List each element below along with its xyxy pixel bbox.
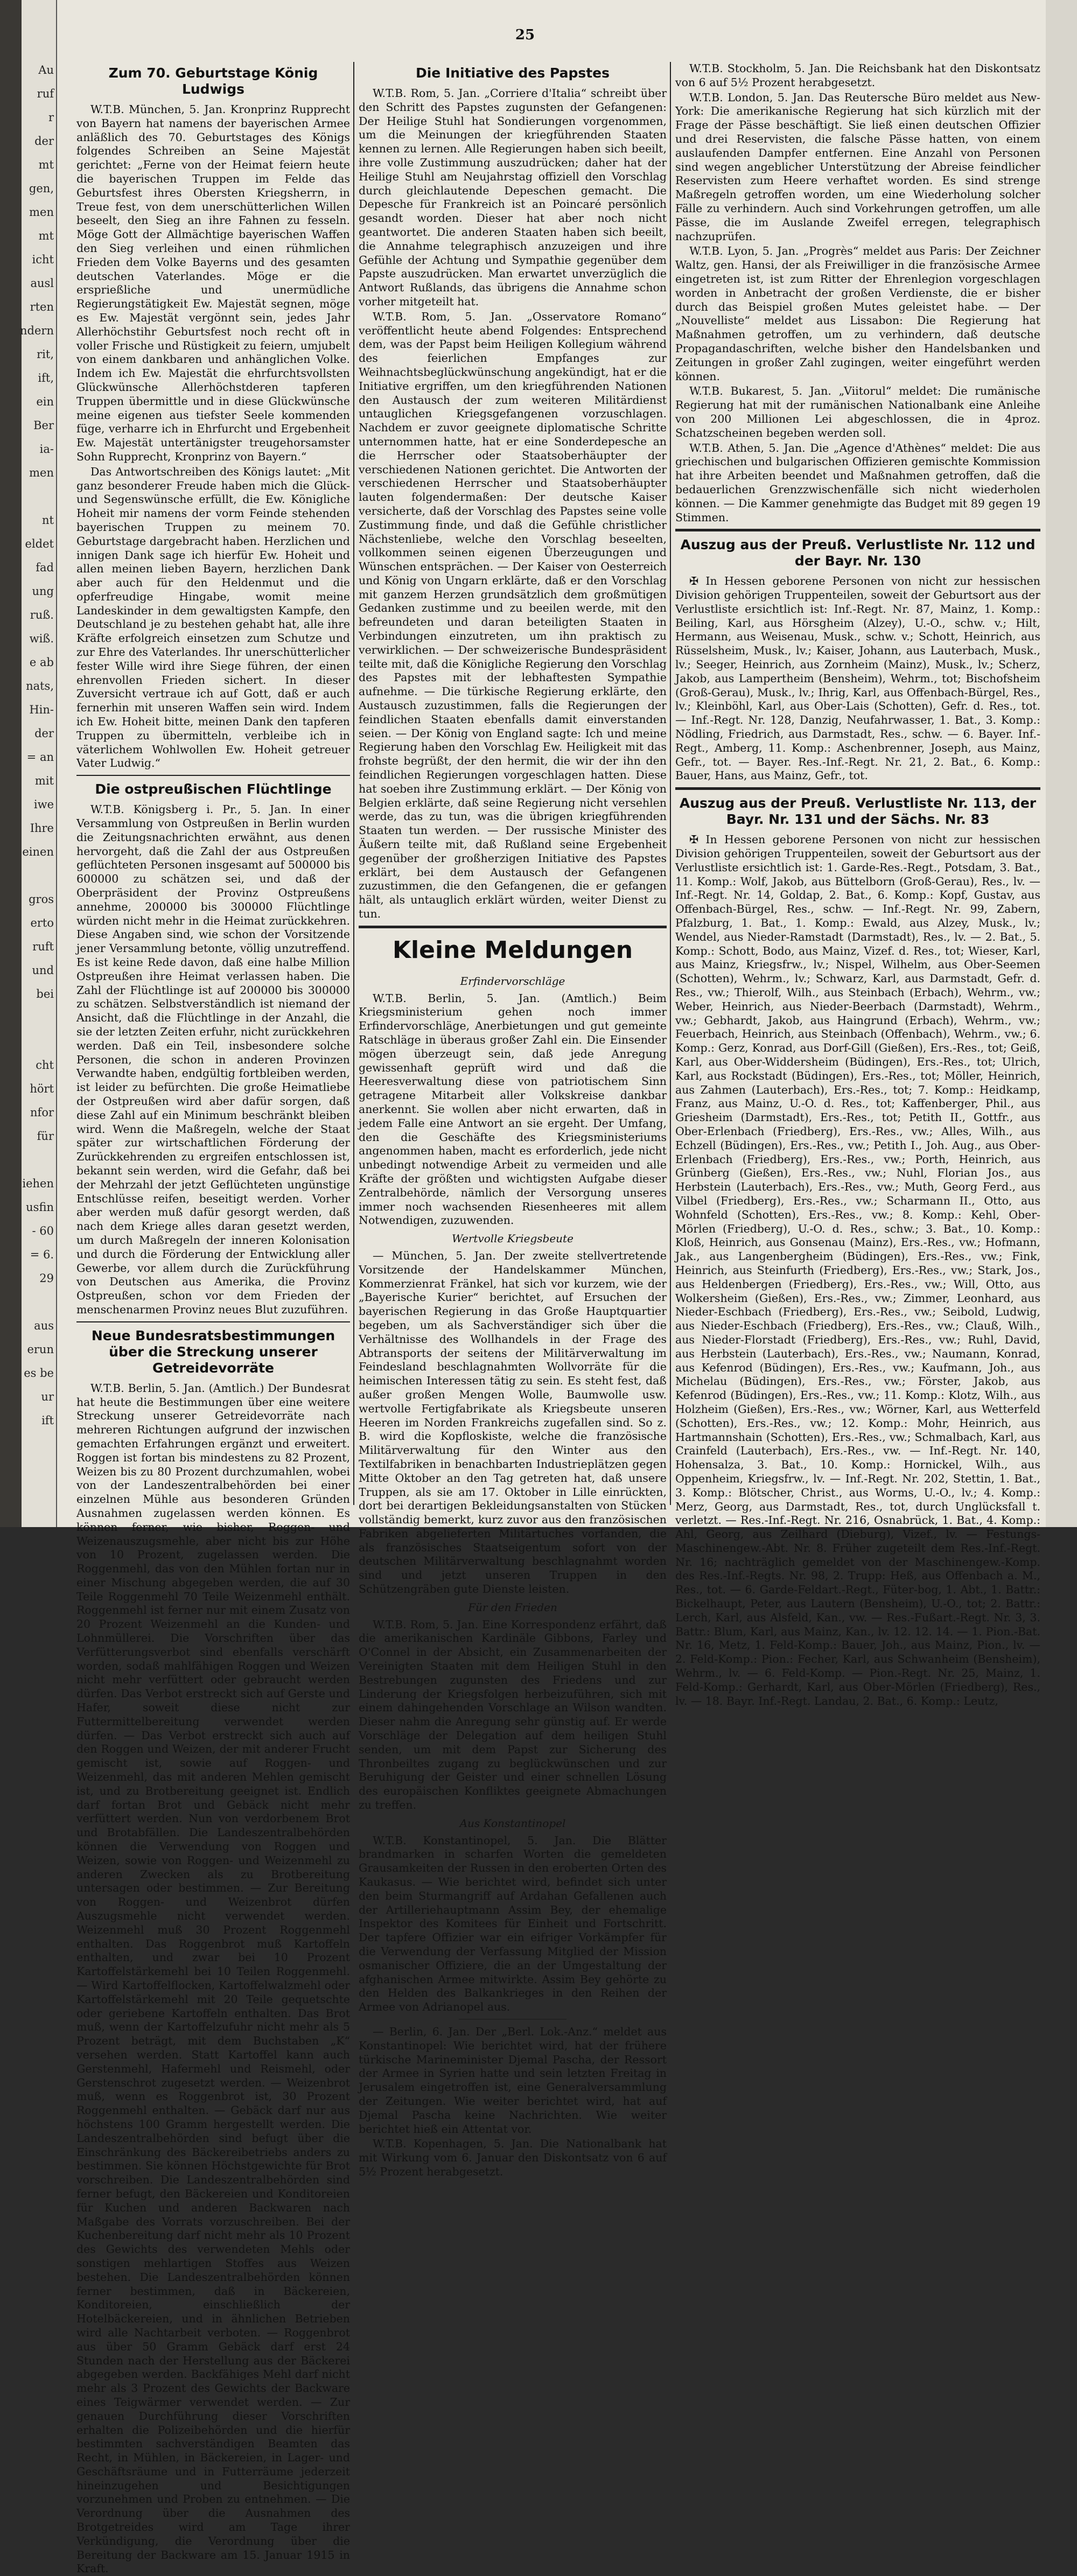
paragraph: W.T.B. Berlin, 5. Jan. (Amtlich.) Der Bundesrat hat heute die Bestimmungen über eine weitere Streckung unserer Getreidevorräte nach mehreren Richtungen aufgrund der inzwischen gemachten Erfahrungen ergänzt und erweitert. Roggen ist fortan bis mindestens zu 82 Prozent, Weizen bis zu 80 Prozent durchzumahlen, wobei von der Landeszentralbehörden bei einer einzelnen Mühle aus besonderen Gründen Ausnahmen zugelassen werden können. Es können ferner, wie bisher, Roggen- und Weizenauszugsmehle, aber nicht bis zur Höhe von 10 Prozent, zugelassen werden. Die Roggenmehl, das von den Mühlen fortan nur in einer Mischung abgegeben werden, die auf 30 Teile Roggenmehl 70 Teile Weizenmehl enthält. Roggenmehl ist ferner nur mit einem Zusatz von 20 Prozent Weizenmehl an die Kunden- und Lohnmüllerei. Die Vorschriften über das Verfütterungsverbot sind ebenfalls verschärft worden, sodaß mahlfähigen Roggen und Weizen nicht mehr verfüttert oder gebraucht werden dürfen. Das Verbot erstreckt sich auf Gerste und Hafer, soweit diese nicht zur Futtermittelbereitung verwendet werden dürfen. — Das Verbot erstreckt sich auch auf den Roggen und Weizen, der mit anderer Frucht gemischt ist, sowie auf Roggen- und Weizenmehl, das mit anderen Mehlen gemischt ist, und zu Brotbereitung geeignet ist. Endlich darf fortan Brot und Gebäck nicht mehr verfüttert werden. Nun von verdorbenem Brot und Brotabfällen. Die Landeszentralbehörden können die Verwendung von Roggen und Weizen, sowie von Roggen- und Weizenmehl zu anderen Zwecken als zu Brotbereitung untersagen oder bestimmen. — Zur Bereitung von Roggen- und Weizenbrot dürfen Auszugsmehle nicht verwendet werden. Weizenmehl muß 30 Prozent Roggenmehl enthalten. Das Roggenbrot muß Kartoffeln enthalten, und zwar bei 10 Prozent Kartoffelstärkemehl bei 10 Teilen Roggenmehl. — Wird Kartoffelflocken, Kartoffelwalzmehl oder Kartoffelstärkemehl mit 20 Teile gequetschte oder geriebene Kartoffeln enthalten. Das Brot muß, wenn der Kartoffelzufuhr nicht mehr als 5 Prozent beträgt, mit dem Buchstaben „K“ versehen werden. Statt Kartoffel kann auch Gerstenmehl, Hafermehl und Reismehl, oder Gerstenschrot zugesetzt werden. — Weizenbrot muß, wenn es Roggenbrot ist, 30 Prozent Roggenmehl enthalten. — Gebäck darf nur aus höchstens 100 Gramm hergestellt werden. Die Landeszentralbehörden sind befugt über die Einschränkung des Bäckereibetriebs anders zu bestimmen. Sie können Höchstgewichte für Brot vorschreiben. Die Landeszentralbehörden sind ferner befugt, den Bäckereien und Konditoreien für Kuchen und anderen Backwaren nach Maßgabe des Vorrats vorzuschreiben. Bei der Kuchenbereitung darf nicht mehr als 10 Prozent des Gewichts des verwendeten Mehls oder sonstigen mehlartigen Stoffes aus Weizen bestehen. Die Landeszentralbehörden können ferner bestimmen, daß in Bäckereien, Konditoreien, einschließlich der Hotelbäckereien, und in ähnlichen Betrieben wird alle Nachtarbeit verboten. — Roggenbrot aus über 50 Gramm Gebäck darf erst 24 Stunden nach der Herstellung aus der Bäckerei abgegeben werden. Backfähiges Mehl darf nicht mehr als 3 Prozent des Gewichts der Backware eines Teigwärmer verwendet werden. — Zur genauen Durchführung dieser Vorschriften erhalten die Polizeibehörden und die hierfür bestimmten sachverständigen Beamten das Recht, in Mühlen, in Bäckereien, in Lager- und Geschäftsräume und in Futterräume jederzeit hineinzugehen und Besichtigungen vorzunehmen und Proben zu entnehmen. — Die Verordnung über die Ausnahmen des Brotgetreides wird am Tage ihrer Verkündigung, die Verordnung über die Bereitung der Backware am 15. Januar 1915 in Kraft. xyxy=(76,1381,350,2575)
article-getreidevorraete xyxy=(76,1382,350,2576)
previous-page-fragment: aus xyxy=(34,1319,54,1332)
previous-page-fragment: nt xyxy=(42,514,54,527)
paragraph: ✠ In Hessen geborene Personen von nicht zur hessischen Division gehörigen Truppenteilen, soweit der Geburtsort aus der Verlustliste ersichtlich ist: 1. Garde-Res.-Regt., Potsdam, 3. Bat., 11. Komp.: Wolf, Jakob, aus Büttelborn (Groß-Gerau), Res., lv. — Inf.-Regt. Nr. 14, Goldap, 2. Bat., 6. Komp.: Kopf, Gustav, aus Offenbach-Bürgel, Res., schw. — Inf.-Regt. Nr. 99, Zabern, Pfalzburg, 1. Bat., 1. Komp.: Ewald, aus Alzey, Musk., lv.; Wendel, aus Nieder-Ramstadt (Darmstadt), Res., lv. — 2. Bat., 5. Komp.: Schott, Bodo, aus Mainz, Vizef. d. Res., tot; Wieser, Karl, aus Mainz, Kriegsfrw., lv.; Nispel, Wilhelm, aus Ober-Seemen (Schotten), Wehrm., lv.; Schwarz, Karl, aus Darmstadt, Gefr. d. Res., vw.; Thierolf, Wilh., aus Steinbach (Erbach), Wehrm., vw.; Weber, Heinrich, aus Nieder-Beerbach (Darmstadt), Wehrm., vw.; Gebhardt, Jakob, aus Haingrund (Erbach), Wehrm., vw.; Feuerbach, Heinrich, aus Steinbach (Offenbach), Wehrm., vw.; 6. Komp.: Gerz, Konrad, aus Dorf-Gill (Gießen), Ers.-Res., tot; Geiß, Karl, aus Ober-Widdersheim (Büdingen), Ers.-Res., tot; Ulrich, Karl, aus Rockstadt (Büdingen), Ers.-Res., tot; Möller, Heinrich, aus Zahmen (Lauterbach), Ers.-Res., tot; 7. Komp.: Heidkamp, Franz, aus Mainz, U.-O. d. Res., tot; Kaffenberger, Phil., aus Griesheim (Darmstadt), Ers.-Res., tot; Petith II., Gottfr., aus Ober-Erlenbach (Friedberg), Ers.-Res., vw.; Alles, Wilh., aus Echzell (Büdingen), Ers.-Res., vw.; Petith I., Joh. Aug., aus Ober-Erlenbach (Friedberg), Ers.-Res., vw.; Porth, Heinrich, aus Grünberg (Gießen), Ers.-Res., vw.; Nuhl, Florian Jos., aus Herbstein (Lauterbach), Ers.-Res., vw.; Muth, Georg Ferd., aus Vilbel (Friedberg), Ers.-Res., vw.; Scharmann II., Otto, aus Wohnfeld (Schotten), Ers.-Res., vw.; 8. Komp.: Kehl, Ober-Mörlen (Friedberg), U.-O. d. Res., schw.; 3. Bat., 10. Komp.: Kloß, Heinrich, aus Gonsenau (Mainz), Ers.-Res., vw.; Hofmann, Jak., aus Langenbergheim (Büdingen), Ers.-Res., vw.; Fink, Heinrich, aus Steinfurth (Friedberg), Ers.-Res., vw.; Stark, Jos., aus Heldenbergen (Friedberg), Ers.-Res., vw.; Will, Otto, aus Wolkersheim (Gießen), Ers.-Res., vw.; Zimmer, Leonhard, aus Nieder-Eschbach (Friedberg), Ers.-Res., vw.; Seibold, Ludwig, aus Nieder-Eschbach (Friedberg), Ers.-Res., vw.; Clauß, Wilh., aus Nieder-Florstadt (Friedberg), Ers.-Res., vw.; Ruhl, David, aus Herbstein (Lauterbach), Ers.-Res., vw.; Naumann, Konrad, aus Kefenrod (Büdingen), Ers.-Res., vw.; Kaufmann, Joh., aus Michelau (Büdingen), Ers.-Res., vw.; Förster, Jakob, aus Kefenrod (Büdingen), Ers.-Res., vw.; 11. Komp.: Klotz, Wilh., aus Holzheim (Gießen), Ers.-Res., vw.; Wörner, Karl, aus Wetterfeld (Schotten), Ers.-Res., vw.; 12. Komp.: Mohr, Heinrich, aus Hartmannshain (Schotten), Ers.-Res., vw.; Schmalbach, Karl, aus Crainfeld (Lauterbach), Ers.-Res., vw. — Inf.-Regt. Nr. 140, Hohensalza, 3. Bat., 10. Komp.: Hornickel, Wilh., aus Oppenheim, Kriegsfrw., lv. — Inf.-Regt. Nr. 202, Stettin, 1. Bat., 3. Komp.: Blötscher, Christ., aus Worms, U.-O., lv.; 4. Komp.: Merz, Georg, aus Darmstadt, Res., tot, durch Unglücksfall t. verletzt. — Res.-Inf.-Regt. Nr. 216, Osnabrück, 1. Bat., 4. Komp.: Ahl, Georg, aus Zeilhard (Dieburg), Vizef., lv. — Festungs-Maschinengew.-Abt. Nr. 8. Früher zugeteilt dem Res.-Inf.-Regt. Nr. 16; nachträglich gemeldet von der Maschinengew.-Komp. des Res.-Inf.-Regts. Nr. 98, 2. Trupp: Heß, aus Offenbach a. M., Res., tot. — 6. Garde-Feldart.-Regt., Füter-bog, 1. Abt., 1. Battr.: Bickelhaupt, Peter, aus Lautern (Bensheim), U.-O., tot; 2. Battr.: Lerch, Karl, aus Alsfeld, Kan., vw. — Res.-Fußart.-Regt. Nr. 3, 3. Battr.: Blum, Karl, aus Mainz, Kan., lv. 12. 12. 14. — 1. Pion.-Bat. Nr. 16, Metz, 1. Feld-Komp.: Bauer, Joh., aus Mainz, Pion., lv. — 2. Feld-Komp.: Pion.: Fecher, Karl, aus Schwanheim (Bensheim), Wehrm., lv. — 6. Feld-Komp. — Pion.-Regt. Nr. 25, Mainz, 1. Feld-Komp.: Gerhardt, Karl, aus Ober-Mörlen (Friedberg), Res., lv. — 18. Bayr. Inf.-Regt. Landau, 2. Bat., 6. Komp.: Leutz, xyxy=(675,833,1040,1707)
previous-page-fragment: bei xyxy=(36,988,54,1000)
headline-verlustliste-113: Auszug aus der Preuß. Verlustliste Nr. 113, der Bayr. Nr. 131 und der Sächs. Nr. 83 xyxy=(679,795,1037,828)
headline-initiative-papst: Die Initiative des Papstes xyxy=(415,65,610,81)
column-rule-2 xyxy=(670,62,671,1505)
previous-page-fragment: hört xyxy=(30,1082,54,1095)
previous-page-fragment: usfin xyxy=(26,1201,54,1214)
previous-page-fragment: und xyxy=(32,964,54,977)
previous-page-fragment: Au xyxy=(38,64,54,76)
section-divider xyxy=(359,926,667,928)
previous-page-fragment: ruß. xyxy=(30,608,54,621)
previous-page-fragment: men xyxy=(29,466,54,479)
article-divider xyxy=(76,1321,350,1322)
previous-page-fragment: r xyxy=(48,111,54,124)
headline-fluechtlinge: Die ostpreußischen Flüchtlinge xyxy=(95,781,332,797)
short-divider xyxy=(459,2019,567,2020)
previous-page-fragment: icht xyxy=(32,253,54,266)
previous-page-fragment: fad xyxy=(36,561,54,574)
previous-page-fragment: der xyxy=(34,727,54,740)
previous-page-fragment: ur xyxy=(41,1390,54,1403)
headline-koenig-ludwig: Zum 70. Geburtstage König Ludwigs xyxy=(108,65,318,97)
previous-page-fragment: men xyxy=(29,206,54,219)
article-initiative-papst xyxy=(359,87,667,921)
subhead-kriegsbeute: Wertvolle Kriegsbeute xyxy=(452,1232,574,1245)
column-3 xyxy=(675,62,1040,1707)
paragraph: W.T.B. Lyon, 5. Jan. „Progrès“ meldet aus Paris: Der Zeichner Waltz, gen. Hansi, der als Freiwilliger in die französische Armee eingetreten ist, ist zum Ritter der Ehrenlegion vorgeschlagen worden in Anbetracht der großen Verdienste, die er bisher durch das Beispiel großen Mutes geleistet habe. — Der „Nouvelliste“ meldet aus Lissabon: Die Regierung hat Maßnahmen getroffen, um zu verhindern, daß deutsche Propagandaschriften, welche bisher den Handelsbanken und Zeitungen in großer Zahl zugingen, weiter eingeführt werden können. xyxy=(675,244,1040,383)
previous-page-fragment: ift xyxy=(41,1414,54,1427)
page-number: 25 xyxy=(515,27,535,43)
previous-page-fragment: ia- xyxy=(39,443,54,456)
previous-page-fragment: = 6. xyxy=(30,1248,54,1261)
previous-page-fragment: = an xyxy=(26,751,54,764)
previous-page-fragment: - 60 xyxy=(32,1224,54,1237)
previous-page-fragment: ruft xyxy=(32,940,54,953)
column-1 xyxy=(76,62,350,2575)
previous-page-fragment: eldet xyxy=(25,537,54,550)
previous-page-fragment: mt xyxy=(38,158,54,171)
previous-page-fragment: ung xyxy=(32,585,54,598)
previous-page-fragment: nats, xyxy=(26,680,54,692)
previous-page-fragment: 29 xyxy=(39,1272,54,1285)
paragraph: W.T.B. London, 5. Jan. Das Reutersche Büro meldet aus New-York: Die amerikanische Regierung hat sich kürzlich mit der Frage der Pässe beschäftigt. Sie ließ einen deutschen Offizier und drei Reservisten, die falsche Pässe hatten, von einem auslaufenden Dampfer entfernen. Eine Anzahl von Personen sind wegen angeblicher Unterstützung der Abreise feindlicher Reservisten zum Heere verhaftet worden. Es sind strenge Maßregeln getroffen worden, um eine Wiederholung solcher Fälle zu verhindern. Auch sind Vorkehrungen getroffen, um alle Pässe, die im Auslande Zweifel erregen, telegraphisch nachzuprüfen. xyxy=(675,90,1040,243)
paragraph: ✠ In Hessen geborene Personen von nicht zur hessischen Division gehörigen Truppenteilen, soweit der Geburtsort aus der Verlustliste ersichtlich ist: Inf.-Regt. Nr. 87, Mainz, 1. Komp.: Beiling, Karl, aus Hörsgheim (Alzey), U.-O., schw. v.; Hilt, Hermann, aus Weisenau, Musk., schw. v.; Schott, Heinrich, aus Rüsselsheim, Musk., lv.; Kaiser, Johann, aus Lauterbach, Musk., lv.; Seeger, Heinrich, aus Zornheim (Mainz), Musk., lv.; Scherz, Jakob, aus Lampertheim (Bensheim), Wehrm., tot; Bischofsheim (Groß-Gerau), Musk., lv.; Ihrig, Karl, aus Offenbach-Bürgel, Res., lv.; Kleinböhl, Karl, aus Ober-Lais (Schotten), Gefr. d. Res., tot. — Inf.-Regt. Nr. 128, Danzig, Neufahrwasser, 1. Bat., 3. Komp.: Nödling, Friedrich, aus Darmstadt, Res., schw. — 6. Bayer. Inf.-Regt., Amberg, 11. Komp.: Aschenbrenner, Joseph, aus Mainz, Gefr., tot. — Bayer. Res.-Inf.-Regt. Nr. 21, 2. Bat., 6. Komp.: Bauer, Hans, aus Mainz, Gefr., tot. xyxy=(675,575,1040,782)
previous-page-fragment: nfor xyxy=(30,1106,54,1119)
previous-page-fragment: iehen xyxy=(22,1177,54,1190)
headline-kleine-meldungen: Kleine Meldungen xyxy=(392,936,633,964)
paragraph: W.T.B. München, 5. Jan. Kronprinz Rupprecht von Bayern hat namens der bayerischen Armee anläßlich des 70. Geburtstages des Königs folgendes Schreiben an Seine Majestät gerichtet: „Ferne von der Heimat feiern heute die bayerischen Truppen im Felde das Geburtsfest ihres Obersten Kriegsherrn, in Treue fest, von dem unerschütterlichen Willen beseelt, den Sieg an ihre Fahnen zu fesseln. Möge Gott der Allmächtige bayerischen Waffen den Sieg verleihen und einen rühmlichen Frieden dem Volke Bayerns und des gesamten deutschen Vaterlandes. Möge er die ersprießliche und unermüdliche Regierungstätigkeit Ew. Majestät segnen, möge es Ew. Majestät vergönnt sein, jedes Jahr Allerhöchstihr Geburtsfest noch recht oft in voller Frische und Rüstigkeit zu feiern, umjubelt von einem dankbaren und anhänglichen Volke. Indem ich Ew. Majestät die ehrfurchtsvollsten Glückwünsche Allerhöchstderen tapferen Truppen übermittle und in diese Glückwünsche meine eigenen aus tiefster Seele kommenden füge, verharre ich in Ehrfurcht und Ergebenheit Ew. Majestät untertänigster treugehorsamster Sohn Rupprecht, Kronprinz von Bayern.“ xyxy=(76,103,350,463)
previous-page-strip xyxy=(22,0,57,1527)
previous-page-fragment: rten xyxy=(30,300,54,313)
paragraph: W.T.B. Stockholm, 5. Jan. Die Reichsbank hat den Diskontsatz von 6 auf 5½ Prozent herabgesetzt. xyxy=(675,62,1040,89)
paragraph: W.T.B. Rom, 5. Jan. Eine Korrespondenz erfährt, daß die amerikanischen Kardinäle Gibbons, Farley und O'Connel in der Absicht, ein Zusammenarbeiten der Vereinigten Staaten mit dem Heiligen Stuhl in den Bestrebungen zugunsten des Friedens und zur Linderung der Kriegsfolgen herbeizuführen, sich mit einem dahingehenden Vorschlage an Wilson wandten. Dieser nahm die Anregung sehr günstig auf. Er werde Vorschläge der Delegation auf dem heiligen Stuhl senden, um mit dem Papst zur Sicherung des Thronbeiltes zugang zu beglückwünschen und zur Beruhigung der Geister und einer schnellen Lösung des europäischen Konfliktes geeignete Abmachungen zu treffen. xyxy=(359,1618,667,1812)
previous-page-fragment: ausl xyxy=(30,277,54,290)
previous-page-fragment: ift, xyxy=(38,372,54,384)
subhead-erfindervorschlaege: Erfindervorschläge xyxy=(460,974,565,988)
article-koenig-ludwig xyxy=(76,103,350,771)
previous-page-fragment: ndern xyxy=(20,324,54,337)
article-fluechtlinge xyxy=(76,803,350,1317)
paragraph: W.T.B. Berlin, 5. Jan. (Amtlich.) Beim Kriegsministerium gehen noch immer Erfindervorschläge, Anerbietungen und gut gemeinte Ratschläge in überaus großer Zahl ein. Die Einsender mögen überzeugt sein, daß jede Anregung gewissenhaft geprüft wird und daß die Heeresverwaltung diese von patriotischem Sinn getragene Mitarbeit aller Volkskreise dankbar anerkennt. Sie wollen aber nicht erwarten, daß in jedem Falle eine Antwort an sie ergeht. Der Umfang, den die Geschäfte des Kriegsministeriums angenommen haben, macht es erforderlich, jede nicht unbedingt notwendige Arbeit zu vermeiden und alle Kräfte der größten und wichtigsten Aufgabe dieser Zentralbehörde, nämlich der Versorgung unseres immer noch wachsenden Riesenheeres mit allem Notwendigen, zuzuwenden. xyxy=(359,991,667,1227)
paragraph: W.T.B. Rom, 5. Jan. „Corriere d'Italia“ schreibt über den Schritt des Papstes zugunsten der Gefangenen: Der Heilige Stuhl hat Sondierungen vorgenommen, um die Meinungen der kriegführenden Staaten kennen zu lernen. Alle Regierungen haben sich beeilt, ihre volle Zustimmung auszudrücken; daher hat der Heilige Stuhl am Neujahrstag offiziell den Vorschlag durch gleichlautende Depeschen gemacht. Die Depesche für Frankreich ist an Poincaré persönlich gesandt worden. Dieser hat aber noch nicht geantwortet. Die anderen Staaten haben sich beeilt, die Annahme telegraphisch anzuzeigen und ihre Gefühle der Achtung und Sympathie gegenüber dem Papste auszudrücken. Man erwartet unverzüglich die Antwort Rußlands, das übrigens die Annahme schon vorher mitgeteilt hat. xyxy=(359,87,667,308)
paragraph: W.T.B. Kopenhagen, 5. Jan. Die Nationalbank hat mit Wirkung vom 6. Januar den Diskontsatz von 6 auf 5½ Prozent herabgesetzt. xyxy=(359,2137,667,2178)
previous-page-fragment: wiß. xyxy=(29,632,54,645)
previous-page-fragment: gen, xyxy=(29,182,54,195)
paragraph: W.T.B. Bukarest, 5. Jan. „Viitorul“ meldet: Die rumänische Regierung hat mit der rumänischen Nationalbank eine Anleihe von 200 Millionen Lei abgeschlossen, die in 4proz. Schatzscheinen begeben werden soll. xyxy=(675,384,1040,439)
previous-page-fragment: cht xyxy=(36,1059,54,1072)
previous-page-fragment: ruf xyxy=(37,87,54,100)
paragraph: — Berlin, 6. Jan. Der „Berl. Lok.-Anz.“ meldet aus Konstantinopel: Wie berichtet wird, hat der frühere türkische Marineminister Djemal Pascha, der Ressort der Armee in Syrien hatte und sein letzten Freitag in Jerusalem eingetroffen ist, eine Generalversammlung der Zeitungen. Wie weiter berichtet wird, hat auf Djemal Pascha keine Nachrichten. Wie weiter berichtet hieß ein Attentat vor. xyxy=(359,2025,667,2136)
previous-page-fragment: es be xyxy=(24,1367,54,1380)
section-divider xyxy=(675,787,1040,790)
previous-page-fragment: Ihre xyxy=(30,822,54,835)
previous-page-fragment: ein xyxy=(36,395,54,408)
previous-page-fragment: erto xyxy=(30,916,54,929)
previous-page-fragment: Ber xyxy=(33,419,54,432)
paragraph: W.T.B. Königsberg i. Pr., 5. Jan. In einer Versammlung von Ostpreußen in Berlin wurden die Zeitungsnachrichten erwähnt, aus denen hervorgeht, daß die Zahl der aus Ostpreußen geflüchteten Personen insgesamt auf 500000 bis 600000 zu schätzen sei, und daß der Oberpräsident der Provinz Ostpreußens annehme, 200000 bis 300000 Flüchtlinge würden nicht mehr in die Heimat zurückkehren. Diese Angaben sind, wie schon der Vorsitzende jener Versammlung betonte, völlig unzutreffend. Es ist keine Rede davon, daß eine halbe Million Ostpreußen ihre Heimat verlassen haben. Die Zahl der Flüchtlinge ist auf 200000 bis 300000 zu schätzen. Selbstverständlich ist niemand der Ansicht, daß die Flüchtlinge in der Anzahl, die sie der letzten Zeiten erfuhr, nicht zurückkehren werden. Daß ein Teil, insbesondere solche Personen, die schon in anderen Provinzen Verwandte haben, endgültig fortbleiben werden, ist leider zu befürchten. Die große Heimatliebe der Ostpreußen wird aber dafür sorgen, daß diese Zahl auf ein Minimum beschränkt bleiben wird. Wenn die Maßregeln, welche der Staat später zur wirtschaftlichen Förderung der Zurückkehrenden zu ergreifen entschlossen ist, bekannt sein werden, wird die Gefahr, daß bei der Mehrzahl der jetzt Geflüchteten ungünstige Entschlüsse reifen, beseitigt werden. Vorher aber werden muß dafür gesorgt werden, daß nach dem Kriege alles daran gesetzt werden, um durch Maßregeln der inneren Kolonisation und durch die Förderung der Entwicklung aller Gewerbe, vor allem durch die Zurückführung von Deutschen aus Amerika, die Provinz Ostpreußen, schon vor dem Frieden der menschenarmen Provinz neues Blut zuzuführen. xyxy=(76,803,350,1316)
section-divider xyxy=(675,529,1040,531)
paragraph: W.T.B. Rom, 5. Jan. „Osservatore Romano“ veröffentlicht heute abend Folgendes: Entsprechend dem, was der Papst beim Heiligen Kollegium während des feierlichen Empfanges zur Weihnachtsbeglückwünschung angekündigt, hat er die Initiative ergriffen, um den kriegführenden Nationen den Austausch der zum weiteren Militärdienst untauglichen Kriegsgefangenen vorzuschlagen. Nachdem er zuvor geeignete diplomatische Schritte unternommen hatte, hat er eine Sonderdepesche an die Herrscher oder Staatsoberhäupter der verschiedenen Nationen gerichtet. Die Antworten der verschiedenen Herrscher und Staatsoberhäupter lauten folgendermaßen: Der deutsche Kaiser versicherte, daß der Vorschlag des Papstes seine volle Zustimmung finde, und daß die Gefühle christlicher Nächstenliebe, welche den Vorschlag beseelten, vollkommen seinen eigenen Überzeugungen und Wünschen entsprächen. — Der Kaiser von Oesterreich und König von Ungarn erklärte, daß er den Vorschlag mit ganzem Herzen grundsätzlich dem großmütigen Gedanken zustimme und zu beeilen werde, mit den befreundeten und daran beteiligten Staaten in Verbindungen einzutreten, um ihn praktisch zu verwirklichen. — Der schweizerische Bundespräsident teilte mit, daß die Königliche Regierung den Vorschlag des Papstes mit der lebhaftesten Sympathie aufnehme. — Die türkische Regierung erklärte, den Austausch zuzustimmen, falls die Regierungen der feindlichen Staaten ebenfalls damit einverstanden seien. — Der König von England sagte: Ich und meine Regierung haben den Vorschlag Ew. Heiligkeit mit das frohste begrüßt, der den hermit, die wir der ihn den feindlichen Regierungen vorgeschlagen hatten. Diese hat soeben ihre Zustimmung erklärt. — Der König von Belgien erklärte, daß seine Regierung nicht versehlen werde, das zu tun, was die übrigen kriegführenden Staaten tun werden. — Der russische Minister des Äußern teilte mit, daß Rußland seine Ergebenheit gegenüber der großherzigen Initiative des Papstes erklärt, bei dem Austausch der Gefangenen zuzustimmen, die den Gefangenen, die er gefangen hält, als untauglich erklärt würden, weiter Dienst zu tun. xyxy=(359,310,667,921)
headline-getreidevorraete: Neue Bundesratsbestimmungen über die Streckung unserer Getreidevorräte xyxy=(91,1327,335,1376)
subhead-frieden: Für den Frieden xyxy=(468,1600,557,1614)
previous-page-fragment: Hin- xyxy=(29,703,54,716)
scan-right-edge xyxy=(1046,0,1077,1527)
paragraph: W.T.B. Konstantinopel, 5. Jan. Die Blätter brandmarken in scharfen Worten die gemeldeten Grausamkeiten der Russen in den eroberten Orten des Kaukasus. — Wie berichtet wird, befindet sich unter den beim Sturmangriff auf Ardahan Gefallenen auch der Artilleriehauptmann Assim Bey, der ehemalige Inspektor des Komitees für Einheit und Fortschritt. Der tapfere Offizier war ein eifriger Vorkämpfer für die Verwendung der Verfassung Mitglied der Mission osmanischer Offiziere, die an der Umgestaltung der afghanischen Armee mitwirkte. Assim Bey gehörte zu den Helden des Balkankrieges in den Reihen der Armee von Adrianopel aus. xyxy=(359,1833,667,2014)
column-2 xyxy=(359,62,667,2178)
previous-page-fragment: mt xyxy=(38,229,54,242)
previous-page-fragment: iwe xyxy=(33,798,54,811)
previous-page-fragment: der xyxy=(34,135,54,148)
previous-page-fragment: e ab xyxy=(29,656,54,669)
subhead-konstantinopel: Aus Konstantinopel xyxy=(459,1816,566,1830)
paragraph: Das Antwortschreiben des Königs lautet: „Mit ganz besonderer Freude haben mich die Glück- und Segenswünsche erfüllt, die Ew. Königliche Hoheit mir namens der vorm Feinde stehenden bayerischen Truppen zu meinem 70. Geburtstage dargebracht haben. Herzlichen und innigen Dank sage ich hierfür Ew. Hoheit und allen meinen lieben Bayern, herzlichen Dank aber auch für den Heldenmut und die opferfreudige Hingabe, womit meine Landeskinder in dem gewaltigsten Kampfe, den Deutschland je zu bestehen gehabt hat, alle ihre Kräfte erfolgreich einsetzen zum Schutze und zur Ehre des Vaterlandes. Ihr unerschütterlicher fester Wille wird ihre Siege führen, der einen ehrenvollen Frieden sichert. In dieser Zuversicht vertraue ich auf Gott, daß er auch fernerhin mit unseren Waffen sein wird. Indem ich Ew. Hoheit bitte, meinen Dank den tapferen Truppen zu übermitteln, verbleibe ich in väterlichem Wohlwollen Ew. Hoheit getreuer Vater Ludwig.“ xyxy=(76,465,350,770)
paragraph: W.T.B. Athen, 5. Jan. Die „Agence d'Athènes“ meldet: Die aus griechischen und bulgarischen Offizieren gemischte Kommission hat ihre Arbeiten beendet und Maßnahmen getroffen, daß die bedauerlichen Grenzzwischenfälle sich nicht wiederholen können. — Die Kammer genehmigte das Budget mit 89 gegen 19 Stimmen. xyxy=(675,441,1040,524)
headline-verlustliste-112: Auszug aus der Preuß. Verlustliste Nr. 112 und der Bayr. Nr. 130 xyxy=(680,537,1036,569)
previous-page-fragment: für xyxy=(37,1130,54,1143)
previous-page-fragment: gros xyxy=(29,893,54,906)
previous-page-fragment: einen xyxy=(22,845,54,858)
paragraph: — München, 5. Jan. Der zweite stellvertretende Vorsitzende der Handelskammer München, Kommerzienrat Fränkel, hat sich vor kurzem, wie der „Bayerische Kurier“ berichtet, auf Ersuchen der bayerischen Regierung in das Große Hauptquartier begeben, um als Sachverständiger sich über die Verhältnisse des Wollhandels in der Frage des Abtransports der seitens der Militärverwaltung im Feindesland beschlagnahmten Wollvorräte für die heimischen Interessen tätig zu sein. Es steht fest, daß außer großen Mengen Wolle, Baumwolle usw. wertvolle Fertigfabrikate als Kriegsbeute unseren Heeren im Norden Frankreichs zugefallen sind. So z. B. wird die Kopfloskiste, welche die französische Militärverwaltung für den Winter aus den Textilfabriken in benachbarten Industrieplätzen gegen Mitte Oktober an den Tag getreten hat, daß unsere Truppen, als sie am 17. Oktober in Lille einrückten, dort bei derartigen Bekleidungsanstalten von Stücken vollständig bemerkt, kurz zuvor aus den französischen Fabriken abgelieferten Militärtuches vorfanden, die als französisches Staatseigentum sofort von der deutschen Militärverwaltung beschlagnahmt worden sind und jetzt unseren Truppen in den Schützengräben gute Dienste leisten. xyxy=(359,1249,667,1596)
column-rule-1 xyxy=(353,62,354,1505)
article-telegrams xyxy=(675,62,1040,524)
scan-left-margin xyxy=(0,0,22,1527)
previous-page-fragment: erun xyxy=(27,1343,54,1356)
article-divider xyxy=(76,775,350,776)
previous-page-fragment: mit xyxy=(34,774,54,787)
previous-page-fragment: rit, xyxy=(37,348,54,361)
